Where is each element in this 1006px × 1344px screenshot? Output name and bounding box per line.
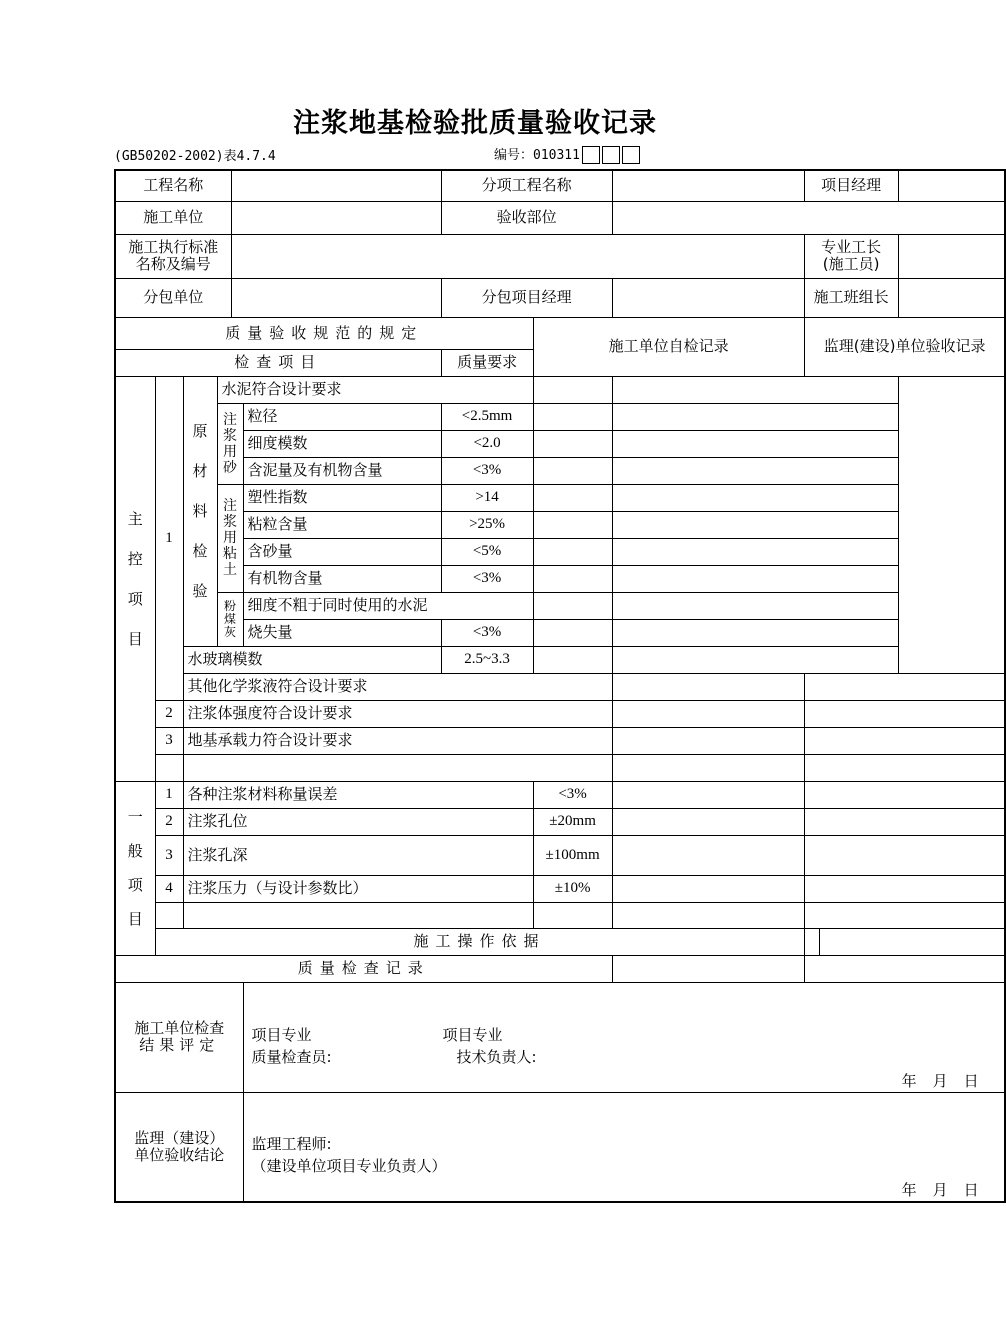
basis-supervision[interactable] (819, 928, 1005, 955)
supervision-grid[interactable] (612, 403, 898, 430)
project-name-value[interactable] (231, 170, 441, 201)
constructor-label: 施工单位 (115, 201, 231, 234)
general-label (115, 781, 155, 955)
self-check-grid[interactable] (533, 403, 612, 430)
evaluation-label-line2: 结果评定 (139, 1036, 220, 1054)
team-leader-value[interactable] (898, 278, 1005, 317)
chem-self-check[interactable] (612, 673, 804, 700)
standard-label (115, 234, 231, 278)
spec-header: 质量验收规范的规定 (115, 317, 533, 349)
record-label: 质量检查记录 (115, 955, 612, 982)
general-blank-number[interactable] (155, 902, 183, 928)
general-item-name: 各种注浆材料称量误差 (183, 781, 533, 808)
general-item-name: 注浆孔位 (183, 808, 533, 835)
clay-label-c0: 注 (223, 498, 237, 514)
sup-label-line2: 单位验收结论 (134, 1145, 225, 1164)
general-item-req: ±10% (533, 875, 612, 902)
general-item-number: 1 (155, 781, 183, 808)
tech-line1: 项目专业 (442, 1025, 503, 1044)
record-number-label: 编号：010311 (494, 148, 580, 163)
standard-value[interactable] (231, 234, 804, 278)
code-box-1[interactable] (582, 146, 600, 164)
inspector-line1: 项目专业 (251, 1025, 312, 1044)
glass-item-name: 水玻璃模数 (183, 646, 441, 673)
general-item-req: ±100mm (533, 835, 612, 875)
supervision-conclusion-content[interactable] (243, 1092, 1005, 1202)
supervision-conclusion-label (115, 1092, 243, 1202)
clay-item-name: 塑性指数 (243, 484, 441, 511)
evaluation-content[interactable] (243, 982, 1005, 1092)
ash-label-c2: 灰 (224, 624, 237, 639)
general-item-name: 注浆压力（与设计参数比） (183, 875, 533, 902)
standard-label-line2: 名称及编号 (135, 255, 211, 273)
supervision-grid[interactable] (612, 511, 898, 538)
constructor-value[interactable] (231, 201, 441, 234)
general-item-number: 4 (155, 875, 183, 902)
sand-label-c1: 浆 (223, 427, 237, 444)
supervision-grid[interactable] (804, 875, 1005, 902)
sub-manager-value[interactable] (612, 278, 804, 317)
general-blank-req[interactable] (533, 902, 612, 928)
main-blank-number[interactable] (155, 754, 183, 781)
standard-label-line1: 施工执行标准 (128, 238, 219, 256)
sand-item-req: <3% (441, 457, 533, 484)
general-blank-supervision[interactable] (804, 902, 1005, 928)
supervision-grid[interactable] (612, 376, 898, 403)
self-check-grid[interactable] (533, 592, 612, 619)
self-check-header: 施工单位自检记录 (533, 317, 804, 376)
foreman-label-line2: (施工员) (822, 255, 880, 273)
supervision-grid[interactable] (612, 484, 898, 511)
basis-label: 施工操作依据 (155, 928, 804, 955)
evaluation-date: 年月日 (901, 1071, 995, 1090)
general-blank-self-check[interactable] (612, 902, 804, 928)
project-manager-value[interactable] (898, 170, 1005, 201)
sand-item-req: <2.0 (441, 430, 533, 457)
record-self-check[interactable] (612, 955, 804, 982)
main-control-label (115, 376, 155, 781)
sand-label (217, 403, 243, 484)
ash-label-c1: 煤 (224, 611, 237, 626)
check-items-header: 检查项目 (115, 349, 441, 376)
sub-project-label: 分项工程名称 (441, 170, 612, 201)
self-check-grid[interactable] (612, 781, 804, 808)
general-item-req: ±20mm (533, 808, 612, 835)
ash-label-c0: 粉 (224, 598, 237, 613)
strength-self-check[interactable] (612, 700, 804, 727)
subcontractor-value[interactable] (231, 278, 441, 317)
sub-manager-label: 分包项目经理 (441, 278, 612, 317)
main-blank-self-check[interactable] (612, 754, 804, 781)
raw-label-c4: 验 (192, 582, 208, 600)
sand-label-c3: 砂 (223, 459, 237, 476)
strength-number: 2 (155, 700, 183, 727)
sand-item-name: 含泥量及有机物含量 (243, 457, 441, 484)
clay-label-c1: 浆 (223, 514, 237, 530)
general-label-c1: 般 (127, 842, 143, 860)
supervision-grid[interactable] (612, 646, 898, 673)
foreman-value[interactable] (898, 234, 1005, 278)
self-check-grid[interactable] (533, 430, 612, 457)
clay-item-req: <3% (441, 565, 533, 592)
supervision-grid[interactable] (612, 619, 898, 646)
supervision-grid[interactable] (612, 430, 898, 457)
ash-loss-req: <3% (441, 619, 533, 646)
glass-item-req: 2.5~3.3 (441, 646, 533, 673)
code-box-2[interactable] (602, 146, 620, 164)
chem-item: 其他化学浆液符合设计要求 (183, 673, 612, 700)
raw-label-c2: 料 (192, 502, 208, 520)
main-blank-supervision[interactable] (804, 754, 1005, 781)
clay-item-req: >14 (441, 484, 533, 511)
clay-label-c3: 粘 (223, 546, 237, 562)
supervision-grid[interactable] (612, 457, 898, 484)
main-label-c0: 主 (127, 509, 143, 528)
record-supervision[interactable] (804, 955, 1005, 982)
supervision-grid[interactable] (612, 592, 898, 619)
project-name-label: 工程名称 (115, 170, 231, 201)
strength-supervision[interactable] (804, 700, 1005, 727)
sand-item-name: 细度模数 (243, 430, 441, 457)
clay-item-req: >25% (441, 511, 533, 538)
foreman-label-line1: 专业工长 (821, 238, 882, 256)
general-blank-item[interactable] (183, 902, 533, 928)
clay-item-name: 有机物含量 (243, 565, 441, 592)
accept-part-value[interactable] (612, 201, 1005, 234)
bearing-number: 3 (155, 727, 183, 754)
accept-part-label: 验收部位 (441, 201, 612, 234)
self-check-grid[interactable] (533, 619, 612, 646)
engineer-line1: 监理工程师: (251, 1134, 332, 1153)
project-manager-label: 项目经理 (804, 170, 898, 201)
record-number (494, 146, 640, 166)
general-label-c0: 一 (127, 808, 143, 826)
chem-supervision[interactable] (804, 673, 1005, 700)
supervision-grid[interactable] (804, 781, 1005, 808)
self-check-grid[interactable] (612, 875, 804, 902)
supervision-grid[interactable] (804, 808, 1005, 835)
sub-project-value[interactable] (612, 170, 804, 201)
clay-label-c2: 用 (223, 530, 237, 546)
tech-line2: 技术负责人: (456, 1047, 537, 1066)
clay-label (217, 484, 243, 592)
sand-label-c2: 用 (223, 443, 237, 460)
raw-label-c0: 原 (192, 422, 208, 440)
strength-item: 注浆体强度符合设计要求 (183, 700, 612, 727)
clay-item-req: <5% (441, 538, 533, 565)
bearing-item: 地基承载力符合设计要求 (183, 727, 612, 754)
general-item-number: 2 (155, 808, 183, 835)
main-label-c3: 目 (127, 629, 143, 648)
raw-label-c3: 检 (192, 542, 208, 560)
self-check-grid[interactable] (612, 808, 804, 835)
evaluation-label (115, 982, 243, 1092)
self-check-grid[interactable] (612, 835, 804, 875)
inspector-line2: 质量检查员: (251, 1047, 332, 1066)
ash-fineness-item: 细度不粗于同时使用的水泥 (243, 592, 533, 619)
clay-label-c4: 土 (223, 562, 237, 578)
sand-label-c0: 注 (223, 411, 237, 428)
sand-item-req: <2.5mm (441, 403, 533, 430)
general-item-req: <3% (533, 781, 612, 808)
standard-reference: (GB50202-2002)表4.7.4 (114, 149, 276, 164)
main-label-c2: 项 (127, 589, 143, 608)
self-check-grid[interactable] (533, 376, 612, 403)
general-label-c2: 项 (127, 876, 143, 894)
clay-item-name: 粘粒含量 (243, 511, 441, 538)
engineer-line2: （建设单位项目专业负责人） (251, 1156, 447, 1175)
inspection-form (114, 169, 1006, 1203)
main-label-c1: 控 (127, 549, 143, 568)
cement-item: 水泥符合设计要求 (217, 376, 533, 403)
bearing-supervision[interactable] (804, 727, 1005, 754)
self-check-grid[interactable] (533, 511, 612, 538)
general-item-number: 3 (155, 835, 183, 875)
main-blank-item[interactable] (183, 754, 612, 781)
general-label-c3: 目 (127, 910, 143, 928)
supervision-grid[interactable] (804, 835, 1005, 875)
self-check-grid[interactable] (533, 484, 612, 511)
evaluation-label-line1: 施工单位检查 (134, 1019, 225, 1037)
subcontractor-label: 分包单位 (115, 278, 231, 317)
bearing-self-check[interactable] (612, 727, 804, 754)
ash-label (217, 592, 243, 646)
foreman-label (804, 234, 898, 278)
self-check-grid[interactable] (533, 457, 612, 484)
page-title: 注浆地基检验批质量验收记录 (293, 108, 657, 139)
sand-item-name: 粒径 (243, 403, 441, 430)
self-check-grid[interactable] (533, 565, 612, 592)
clay-item-name: 含砂量 (243, 538, 441, 565)
sup-label-line1: 监理（建设） (134, 1128, 225, 1147)
main-item-1-number: 1 (155, 376, 183, 700)
basis-self-check[interactable] (804, 928, 819, 955)
general-item-name: 注浆孔深 (183, 835, 533, 875)
requirement-header: 质量要求 (441, 349, 533, 376)
team-leader-label: 施工班组长 (804, 278, 898, 317)
ash-loss-name: 烧失量 (243, 619, 441, 646)
conclusion-date: 年月日 (901, 1180, 995, 1199)
raw-material-label (183, 376, 217, 646)
supervision-header: 监理(建设)单位验收记录 (804, 317, 1005, 376)
supervision-grid[interactable] (612, 565, 898, 592)
raw-label-c1: 材 (192, 462, 208, 480)
self-check-grid[interactable] (533, 538, 612, 565)
code-box-3[interactable] (622, 146, 640, 164)
supervision-grid[interactable] (612, 538, 898, 565)
self-check-grid[interactable] (533, 646, 612, 673)
